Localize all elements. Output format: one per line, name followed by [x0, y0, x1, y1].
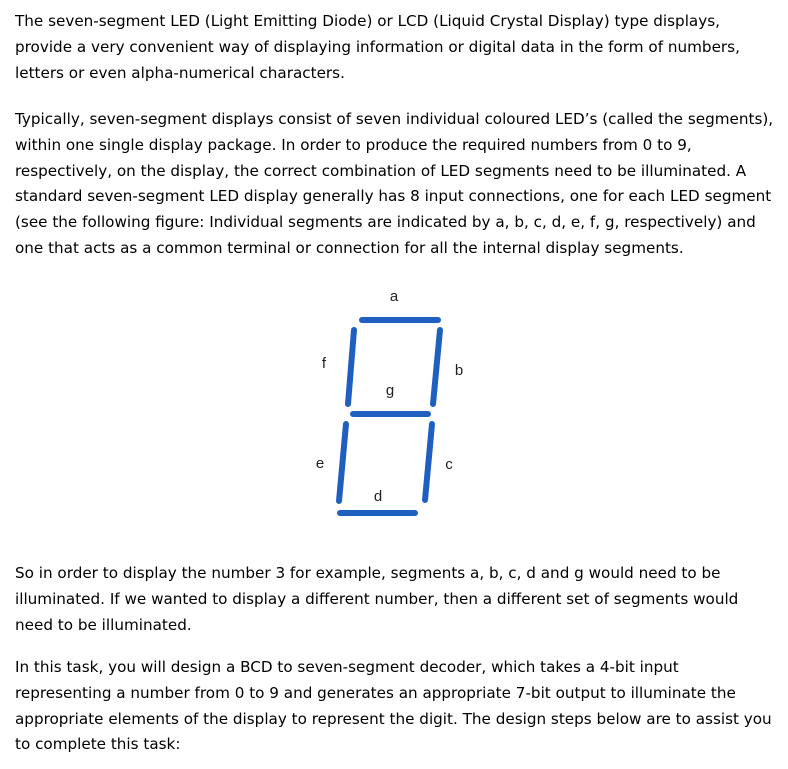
seven-segment-diagram	[290, 280, 490, 530]
segment-label-c: c	[445, 456, 453, 473]
example-paragraph: So in order to display the number 3 for example, segments a, b, c, d and g would need to be illuminated. If we wanted to display a different number, then a different set of segments would need to be illuminated.	[15, 564, 739, 634]
segment-label-b: b	[454, 362, 464, 379]
intro-paragraph: The seven-segment LED (Light Emitting Diode) or LCD (Liquid Crystal Display) type displays, provide a very convenient way of displaying information or digital data in the form of numbers, letters or even alpha-numerical characters.	[15, 12, 740, 82]
segments-description-paragraph: Typically, seven-segment displays consist of seven individual coloured LED’s (called the segments), within one single display package. In order to produce the required numbers from 0 to 9, respectively, on the display, the correct combination of LED segments need to be illuminated. A standard seven-segment LED display generally has 8 input connections, one for each LED segment (see the following figure: Individual segments are indicated by a, b, c, d, e, f, g, respectively) and one that acts as a common terminal or connection for all the internal display segments.	[15, 110, 774, 257]
seven-segment-figure	[290, 280, 490, 530]
segment-c	[425, 424, 432, 500]
segment-label-f: f	[321, 355, 327, 372]
segment-label-a: a	[389, 288, 399, 305]
segment-e	[339, 424, 346, 501]
segment-label-g: g	[385, 382, 395, 399]
task-paragraph: In this task, you will design a BCD to seven-segment decoder, which takes a 4-bit input representing a number from 0 to 9 and generates an appropriate 7-bit output to illuminate the appropriate elements of the display to represent the digit. The design steps below are to assist you to complete this task:	[15, 658, 772, 754]
segment-b	[433, 330, 440, 404]
segment-label-d: d	[373, 488, 383, 505]
segment-label-e: e	[315, 455, 325, 472]
segment-f	[348, 330, 354, 404]
